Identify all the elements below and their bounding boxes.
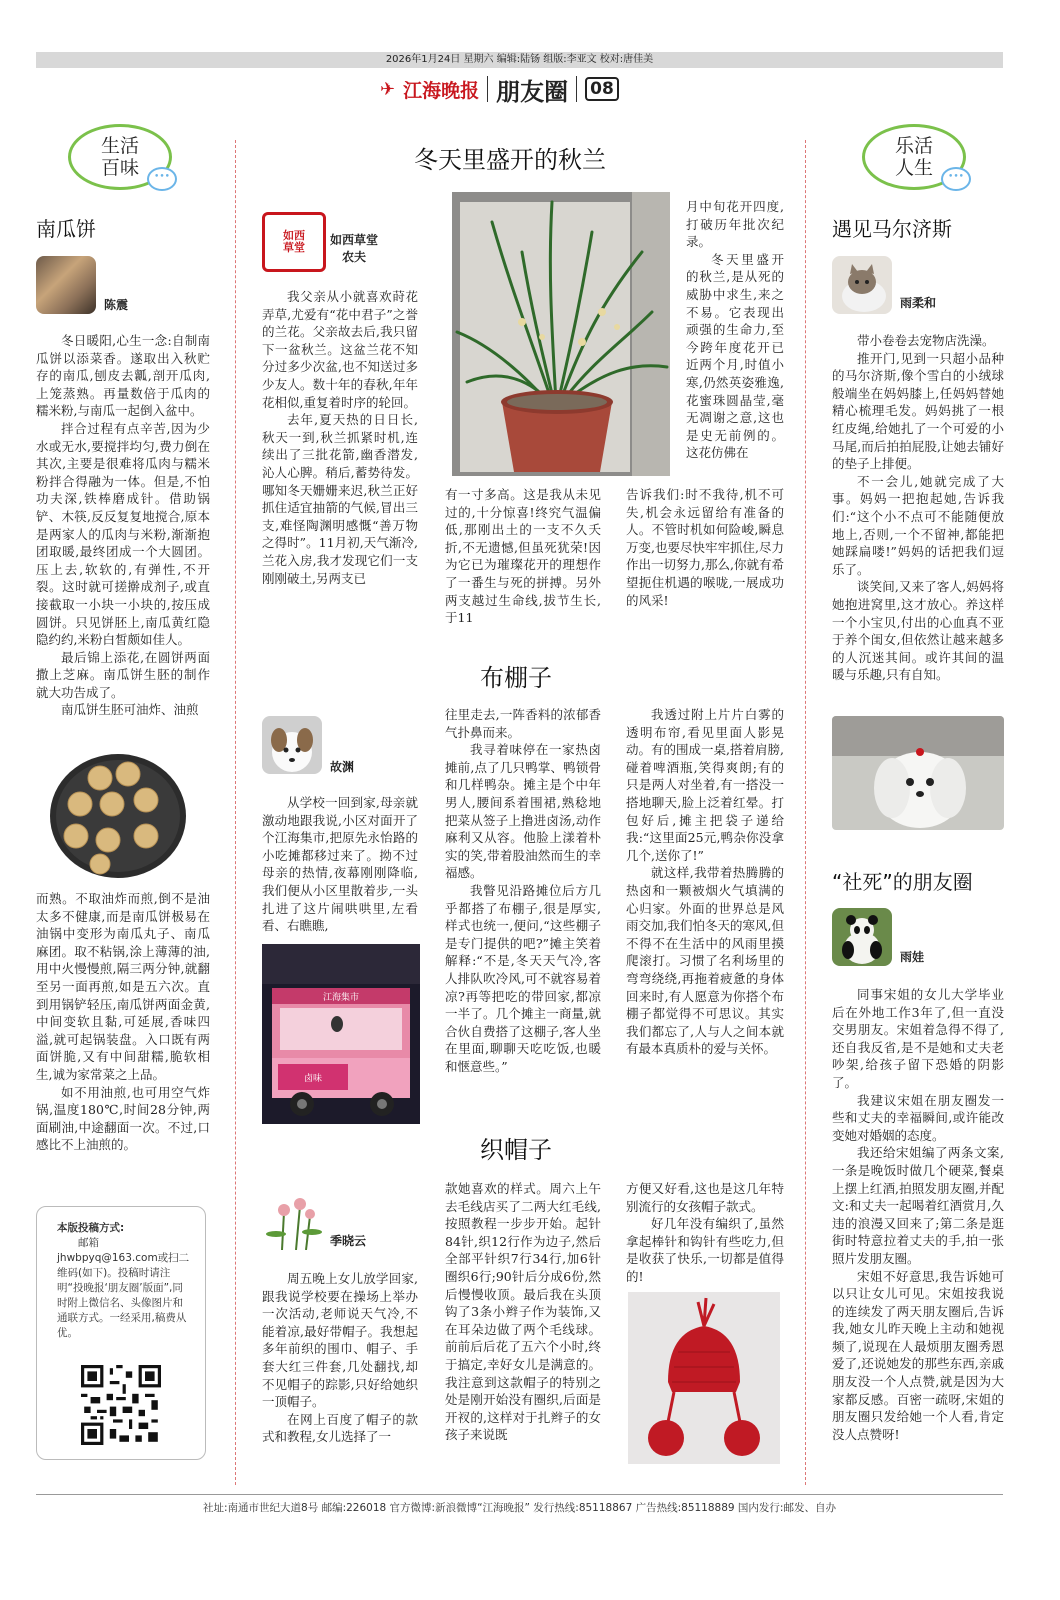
chat-bubble-icon: ••• <box>147 167 177 191</box>
column-tag-line1: 乐活 <box>894 135 933 157</box>
article-body-shesi <box>832 986 1004 1443</box>
article-body-nangua <box>36 332 210 719</box>
author-name: 雨娃 <box>900 950 925 964</box>
author-name: 季晓云 <box>330 1234 367 1248</box>
paragraph: 好几年没有编织了,虽然拿起棒针和钩针有些吃力,但是收获了快乐,一切都是值得的! <box>626 1216 784 1284</box>
paragraph: 从学校一回到家,母亲就激动地跟我说,小区对面开了个江海集市,把原先永怡路的小吃摊都移过来了。拗不过母亲的热情,夜幕刚刚降临,我们便从小区里散着步,一头扎进了这片闹哄哄里,左看看、右瞧瞧, <box>262 795 418 934</box>
column-tag-lehuo <box>862 124 966 190</box>
footer-info: 社址:南通市世纪大道8号 邮编:226018 官方微博:新浪微博“江海晚报” 发行热线:85118867 广告热线:85118889 国内发行:邮发、自办 <box>203 1502 836 1514</box>
author-avatar <box>262 716 322 774</box>
article-body-qiulan-right <box>686 198 784 462</box>
column-divider-left <box>235 140 236 1485</box>
article-body-qiulan-end <box>626 486 784 609</box>
author-name: 雨柔和 <box>900 296 937 310</box>
paragraph: 款她喜欢的样式。周六上午去毛线店买了二两大红毛线,按照教程一步步开始。起针84针,织12行作为边子,然后全部平针织7行34行,加6针圈织6行;90针后分成6份,然后慢慢收顶。最后我在头顶钩了3条小辫子作为装饰,又在耳朵边做了两个毛线球。前前后后花了五六个小时,终于搞定,幸好女儿是满意的。我注意到这款帽子的特别之处是刚开始没有圈织,后面是开衩的,这样对于扎辫子的女孩子来说既 <box>445 1181 601 1443</box>
masthead <box>380 74 619 104</box>
paragraph: 在网上百度了帽子的款式和教程,女儿选择了一 <box>262 1411 418 1445</box>
paper-logo-icon: ✈ <box>380 78 396 100</box>
orchid-photo <box>452 192 670 476</box>
article-body-maozi-col3 <box>626 1180 784 1286</box>
article-body-qiulan <box>262 288 418 587</box>
author-name-line1: 如西草堂 <box>330 233 379 247</box>
paragraph: 月中旬花开四度,打破历年批次纪录。 <box>686 199 784 250</box>
paragraph: 宋姐不好意思,我告诉她可以只让女儿可见。宋姐按我说的连续发了两天朋友圈后,告诉我,她女儿昨天晚上主动和她视频了,说现在人最烦朋友圈秀恩爱了,还说她发的那些东西,亲戚朋友没一个人点赞,就是因为大家都反感。百密一疏呀,宋姐的朋友圈只发给她一个人看,肯定没人点赞呀! <box>832 1268 1004 1442</box>
paragraph: 最后锦上添花,在圆饼两面撒上芝麻。南瓜饼生胚的制作就大功告成了。 <box>36 649 210 700</box>
article-title-shesi: “社死”的朋友圈 <box>832 870 973 894</box>
paper-name: 江海晚报 <box>403 79 480 102</box>
paragraph: 我瞥见沿路摊位后方几乎都搭了布棚子,很是厚实,样式也统一,便问,“这些棚子是专门提供的吧?”摊主笑着解释:“不是,冬天天气冷,客人排队吹冷风,可不就容易着凉?再等把吃的带回家,都凉一半了。几个摊主一商量,就合伙自费搭了这棚子,客人坐在里面,聊聊天吃吃饭,也暖和惬意些。” <box>445 882 601 1074</box>
food-stall-photo <box>262 944 420 1124</box>
masthead-divider <box>576 76 577 102</box>
paragraph: 带小卷卷去宠物店洗澡。 <box>857 333 995 348</box>
article-body-maozi <box>262 1270 418 1446</box>
article-body-maozi-col2 <box>445 1180 601 1444</box>
column-tag-line2: 百味 <box>100 157 139 179</box>
paragraph: 同事宋姐的女儿大学毕业后在外地工作3年了,但一直没交男朋友。宋姐着急得不得了,还自我反省,是不是她和丈夫老吵架,给孩子留下恐婚的阴影了。 <box>832 987 1004 1090</box>
paragraph: 我父亲从小就喜欢莳花弄草,尤爱有“花中君子”之誉的兰花。父亲故去后,我只留下一盆秋兰。这盆兰花不知分过多少次盆,也不知送过多少友人。数十年的春秋,年年花相似,重复着时序的轮回。 <box>262 289 418 410</box>
paragraph: 冬日暖阳,心生一念:自制南瓜饼以添菜香。遂取出入秋贮存的南瓜,刨皮去瓤,剖开瓜肉,上笼蒸熟。再量数倍于瓜肉的糯米粉,与南瓜一起倒入盆中。 <box>36 333 210 419</box>
author-name <box>330 232 378 266</box>
paragraph: 去年,夏天热的日日长,秋天一到,秋兰抓紧时机,连续出了三批花箭,幽香潜发,沁人心脾。稍后,蓄势待发。哪知冬天姗姗来迟,秋兰正好抓住适宜抽箭的气候,冒出三支,难怪陶渊明感慨“善万物之得时”。11月初,天气渐冷,兰花入房,我才发现它们一支刚刚破土,另两支已 <box>262 412 418 586</box>
paragraph: 方便又好看,这也是这几年特别流行的女孩帽子款式。 <box>626 1181 784 1214</box>
article-title-maozi: 织帽子 <box>480 1136 552 1164</box>
page-number: 08 <box>585 77 619 101</box>
paragraph: 拌合过程有点辛苦,因为少水或无水,要搅拌均匀,费力倒在其次,主要是很难将瓜肉与糯米粉拌合得融为一体。但是,不怕功夫深,铁棒磨成针。借助锅铲、木筷,反反复复地搅合,原本是两家人的瓜肉与米粉,渐渐抱团取暖,最终团成一个大圆团。压上去,软软的,有弹性,不开裂。这时就可搓擀成剂子,或直接截取一小块一小块的,按压成圆饼。只见饼胚上,南瓜黄红隐隐约约,米粉白皙颇如佳人。 <box>36 420 210 648</box>
article-body-majisi <box>832 332 1004 684</box>
paragraph: 周五晚上女儿放学回家,跟我说学校要在操场上举办一次活动,老师说天气冷,不能着凉,最好带帽子。我想起多年前织的围巾、帽子、手套大红三件套,几处翻找,却不见帽子的踪影,只好给她织一顶帽子。 <box>262 1271 418 1410</box>
paragraph: 而熟。不取油炸而煎,倒不是油太多不健康,而是南瓜饼极易在油锅中变形为南瓜丸子、南瓜麻团。取不粘锅,涂上薄薄的油,用中火慢慢煎,隔三两分钟,就翻至另一面再煎,如是五六次。直到用锅铲轻压,南瓜饼两面金黄,中间变软且黏,可延展,香味四溢,就可起锅装盘。入口既有两面饼脆,又有中间甜糯,脆软相生,诚为家常菜之上品。 <box>36 891 210 1082</box>
column-tag-line1: 生活 <box>100 135 139 157</box>
dateline-bar: 2026年1月24日 星期六 编辑:陆钖 组版:李亚文 校对:唐佳美 <box>36 52 1003 68</box>
paragraph: 推开门,见到一只超小品种的马尔济斯,像个雪白的小绒球般端坐在妈妈膝上,任妈妈替她精心梳理毛发。妈妈挑了一根红皮绳,给她扎了一个可爱的小马尾,而后拍拍屁股,让她去铺好的垫子上排便。 <box>832 350 1004 472</box>
paragraph: 我透过附上片片白雾的透明布帘,看见里面人影晃动。有的围成一桌,搭着肩膀,碰着啤酒瓶,笑得爽朗;有的只是两人对坐着,有一搭没一搭地聊天,脸上泛着红晕。打包好后,摊主把袋子递给我:“这里面25元,鸭杂你没拿几个,送你了!” <box>626 707 784 863</box>
maltese-dog-photo <box>832 716 1004 830</box>
knitted-hat-photo <box>628 1292 780 1464</box>
author-avatar <box>832 256 892 314</box>
paragraph: 我建议宋姐在朋友圈发一些和丈夫的幸福瞬间,或许能改变她对婚姻的态度。 <box>832 1092 1004 1143</box>
paragraph: 我还给宋姐编了两条文案,一条是晚饭时做几个硬菜,餐桌上摆上红酒,拍照发朋友圈,并配文:和丈夫一起喝着红酒赏月,久违的浪漫又回来了;第二条是逛街时特意拉着丈夫的手,拍一张照片发朋友圈。 <box>832 1145 1004 1266</box>
author-avatar <box>262 1192 322 1250</box>
paragraph: 不一会儿,她就完成了大事。妈妈一把抱起她,告诉我们:“这个小不点可不能随便放地上,否则,一个不留神,都能把她踩扁喽!”妈妈的话把我们逗乐了。 <box>832 473 1004 577</box>
author-name-line2: 农夫 <box>342 250 367 264</box>
author-avatar <box>36 256 96 314</box>
article-title-nangua: 南瓜饼 <box>36 217 96 241</box>
stall-sign-text: 卤味 <box>303 1074 323 1084</box>
paragraph: 我寻着味停在一家热卤摊前,点了几只鸭掌、鸭锁骨和几样鸭杂。摊主是个中年男人,腰间系着围裙,熟稔地把菜从签子上撸进卤汤,动作麻利又从容。他脸上漾着朴实的笑,带着股油然而生的幸福感。 <box>445 742 601 881</box>
column-tag-shenghuo <box>68 124 172 190</box>
article-body-nangua-cont <box>36 890 210 1154</box>
paragraph: 如不用油煎,也可用空气炸锅,温度180℃,时间28分钟,两面刷油,中途翻面一次。不过,口感比不上油煎的。 <box>36 1084 210 1153</box>
article-body-pengzi-col2 <box>445 706 601 1075</box>
article-body-pengzi <box>262 794 418 935</box>
paragraph: 南瓜饼生胚可油炸、油煎 <box>61 702 199 718</box>
paragraph: 冬天里盛开的秋兰,是从死的威胁中求生,来之不易。它表现出顽强的生命力,至今跨年度花开已近两个月,时值小寒,仍然英姿雅逸,花蜜珠圆晶莹,毫无凋谢之意,这也是史无前例的。这花仿佛在 <box>686 251 784 461</box>
article-title-majisi: 遇见马尔济斯 <box>832 217 952 241</box>
author-name: 陈震 <box>104 298 129 312</box>
masthead-divider <box>487 76 488 102</box>
paragraph: 有一寸多高。这是我从未见过的,十分惊喜!终究气温偏低,那刚出土的一支不久夭折,不无遗憾,但虽死犹荣!因为它已为璀璨花开的理想作了一番生与死的拼搏。另外两支越过生命线,拔节生长,于11 <box>445 487 601 626</box>
author-seal-icon <box>262 212 326 272</box>
article-title-pengzi: 布棚子 <box>480 664 552 692</box>
article-body-pengzi-col3 <box>626 706 784 1058</box>
section-title: 朋友圈 <box>496 76 569 106</box>
paragraph: 告诉我们:时不我待,机不可失,机会永远留给有准备的人。不管时机如何险峻,瞬息万变,也要尽快牢牢抓住,尽力作出一切努力,那么,你就有希望扼住机遇的喉咙,一展成功的风采! <box>626 487 784 608</box>
contribution-title: 本版投稿方式: <box>57 1222 125 1234</box>
qr-code-icon[interactable] <box>81 1365 161 1445</box>
paragraph: 谈笑间,又来了客人,妈妈将她抱进窝里,这才放心。养这样一个小宝贝,付出的心血真不亚于养个闺女,但依然让越来越多的人沉迷其间。或许其间的温暖与乐趣,只有自知。 <box>832 579 1004 683</box>
article-body-qiulan-cont <box>445 486 601 627</box>
column-tag-line2: 人生 <box>894 157 933 179</box>
paragraph: 往里走去,一阵香料的浓郁香气扑鼻而来。 <box>445 707 601 740</box>
column-divider-right <box>805 140 806 1485</box>
footer-divider <box>36 1494 1003 1495</box>
chat-bubble-icon: ••• <box>941 167 971 191</box>
author-avatar <box>832 908 892 966</box>
contribution-box <box>36 1206 206 1460</box>
author-name: 故渊 <box>330 760 355 774</box>
stall-sign-text: 江海集市 <box>322 993 360 1003</box>
contribution-text: 邮箱 jhwbpyq@163.com或扫二维码(如下)。投稿时请注明“投晚报‘朋友圈’版面”,同时附上微信名、头像图片和通联方式。一经采用,稿费从优。 <box>57 1237 190 1339</box>
paragraph: 就这样,我带着热腾腾的热卤和一颗被烟火气填满的心归家。外面的世界总是风雨交加,我们怕冬天的寒风,但不得不在生活中的风雨里摸爬滚打。习惯了名利场里的弯弯绕绕,再拖着疲惫的身体回来时,有人愿意为你搭个布棚子都觉得不可思议。其实我们都忘了,人与人之间本就有最本真质朴的爱与关怀。 <box>626 865 784 1057</box>
pumpkin-pancake-photo <box>48 752 188 880</box>
article-title-qiulan: 冬天里盛开的秋兰 <box>414 146 606 174</box>
seal-text: 如西草堂 <box>283 229 305 254</box>
